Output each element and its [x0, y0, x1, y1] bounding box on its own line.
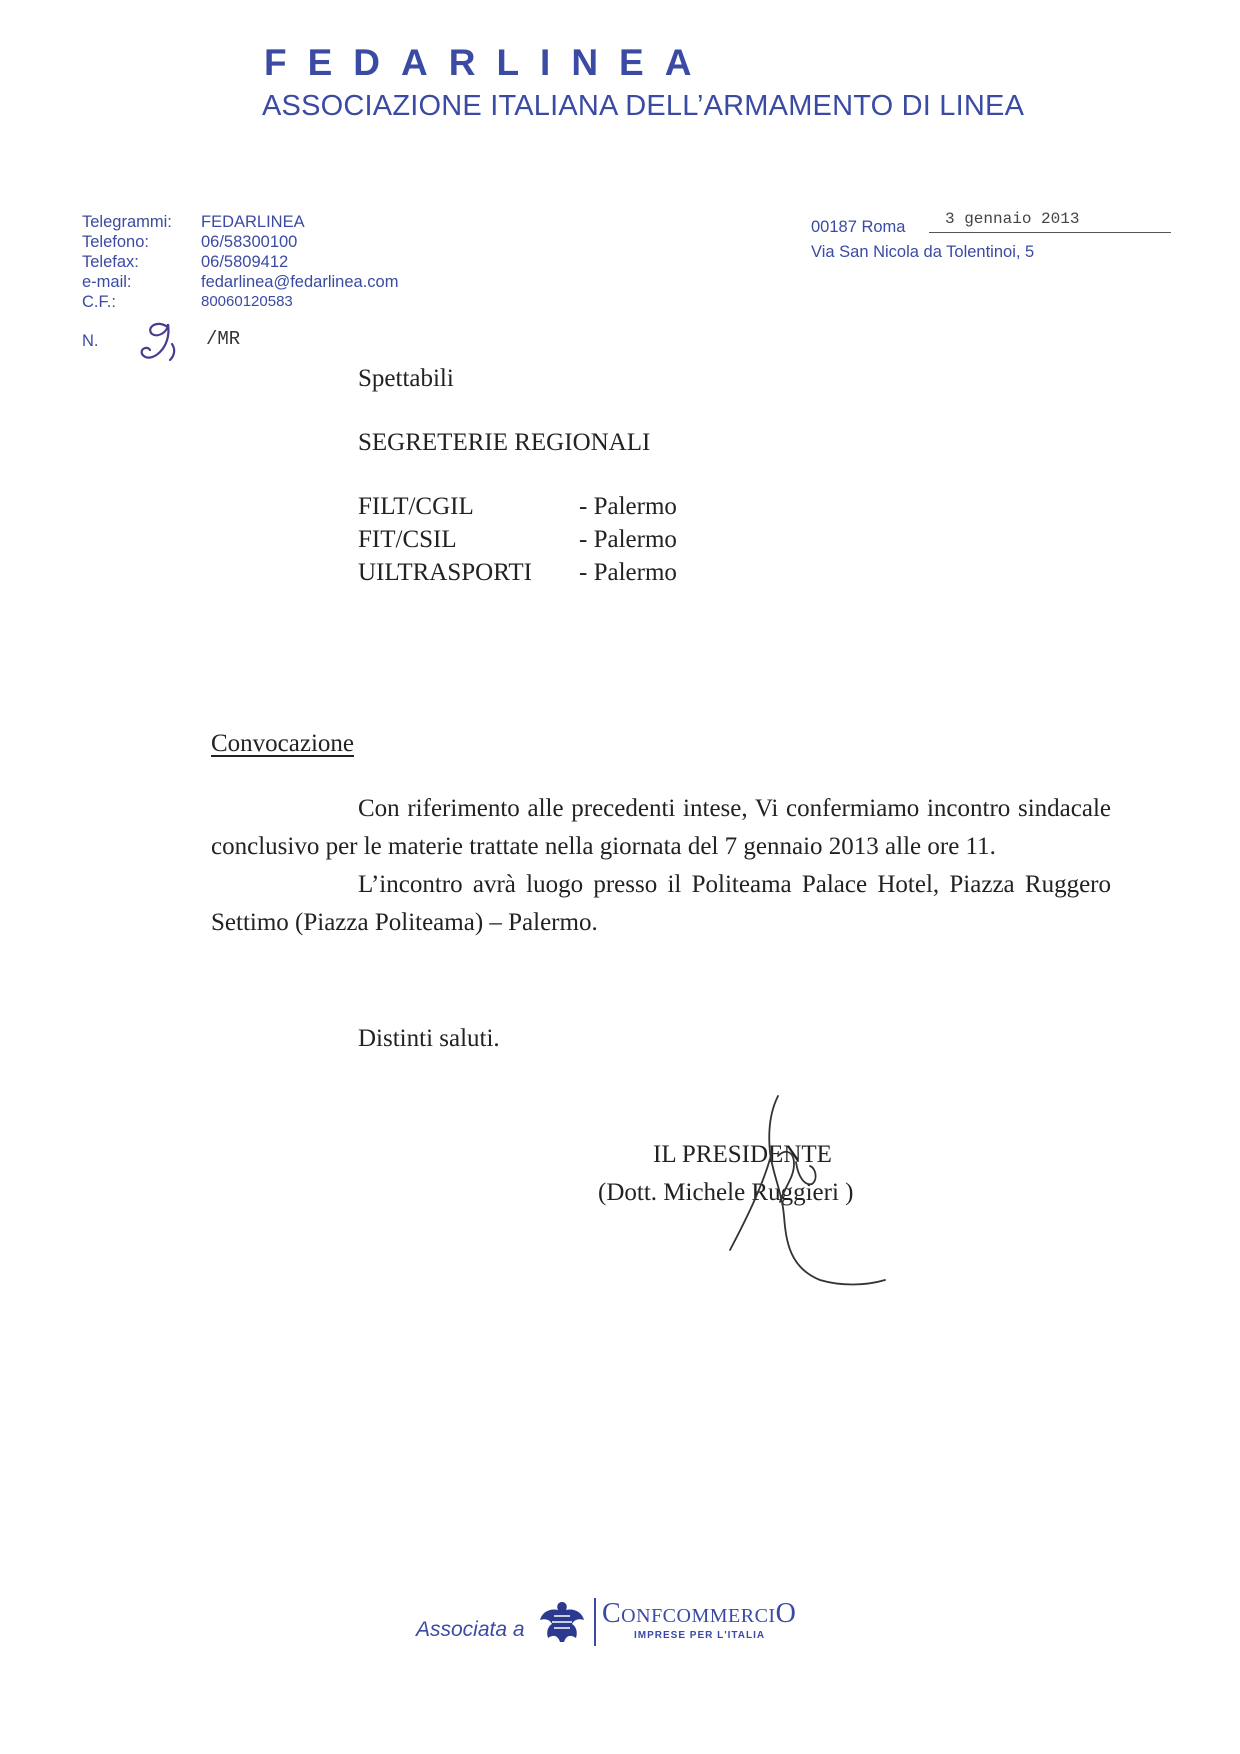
recipient-row: [358, 556, 677, 589]
contact-label: Telefono:: [82, 233, 149, 251]
union-city: - Palermo: [579, 493, 677, 520]
recipients-block: [358, 362, 677, 589]
signatory-name: (Dott. Michele Ruggieri ): [598, 1179, 854, 1206]
contact-label: e-mail:: [82, 273, 132, 291]
organization-name: FEDARLINEA: [264, 42, 713, 83]
date-underline: [929, 232, 1171, 233]
contact-value: FEDARLINEA: [201, 213, 305, 231]
contact-row-tax-code: [82, 292, 398, 312]
confcommercio-eagle-icon: [536, 1596, 588, 1653]
recipient-row: [358, 523, 677, 556]
closing-salutation: Distinti saluti.: [358, 1025, 500, 1052]
greeting: Spettabili: [358, 365, 454, 392]
contact-value: 80060120583: [201, 293, 293, 310]
union-name: FIT/CSIL: [358, 526, 457, 553]
letter-date: 3 gennaio 2013: [945, 210, 1080, 228]
handwritten-protocol-number: [132, 316, 192, 371]
contact-info: [82, 212, 398, 312]
body-paragraph: L’incontro avrà luogo presso il Politeama Palace Hotel, Piazza Ruggero Settimo (Piazza Politeama) – Palermo.: [211, 871, 1111, 936]
recipient-department: SEGRETERIE REGIONALI: [358, 429, 651, 456]
contact-label: C.F.:: [82, 293, 116, 311]
contact-label: Telegrammi:: [82, 213, 172, 231]
union-city: - Palermo: [579, 526, 677, 553]
organization-subtitle: ASSOCIAZIONE ITALIANA DELL’ARMAMENTO DI LINEA: [262, 90, 1025, 122]
contact-row-email: [82, 272, 398, 292]
union-name: UILTRASPORTI: [358, 559, 532, 586]
letter-subject: Convocazione: [211, 730, 355, 757]
protocol-suffix: /MR: [206, 328, 241, 350]
handwritten-signature: [700, 1092, 900, 1297]
signatory-title: IL PRESIDENTE: [653, 1141, 832, 1168]
confcommercio-logo-text: ConfcommerciO: [602, 1598, 797, 1629]
confcommercio-tagline: IMPRESE PER L'ITALIA: [634, 1630, 766, 1641]
city: 00187 Roma: [811, 218, 906, 236]
contact-value: 06/5809412: [201, 253, 289, 271]
street-address: Via San Nicola da Tolentinoi, 5: [811, 243, 1035, 261]
footer-association: [416, 1590, 836, 1650]
recipient-row: [358, 490, 677, 523]
body-paragraph: Con riferimento alle precedenti intese, Vi confermiamo incontro sindacale conclusivo per le materie trattate nella giornata del 7 gennaio 2013 alle ore 11.: [211, 795, 1111, 860]
contact-label: Telefax:: [82, 253, 139, 271]
contact-row-phone: [82, 232, 398, 252]
contact-row-fax: [82, 252, 398, 272]
union-city: - Palermo: [579, 559, 677, 586]
union-name: FILT/CGIL: [358, 493, 474, 520]
contact-value: fedarlinea@fedarlinea.com: [201, 273, 399, 291]
contact-value: 06/58300100: [201, 233, 298, 251]
letter-body: [211, 790, 1111, 942]
protocol-number: [82, 326, 282, 366]
contact-row-telegrams: [82, 212, 398, 232]
protocol-label: N.: [82, 332, 99, 350]
footer-divider: [594, 1598, 596, 1646]
associated-label: Associata a: [416, 1618, 525, 1641]
